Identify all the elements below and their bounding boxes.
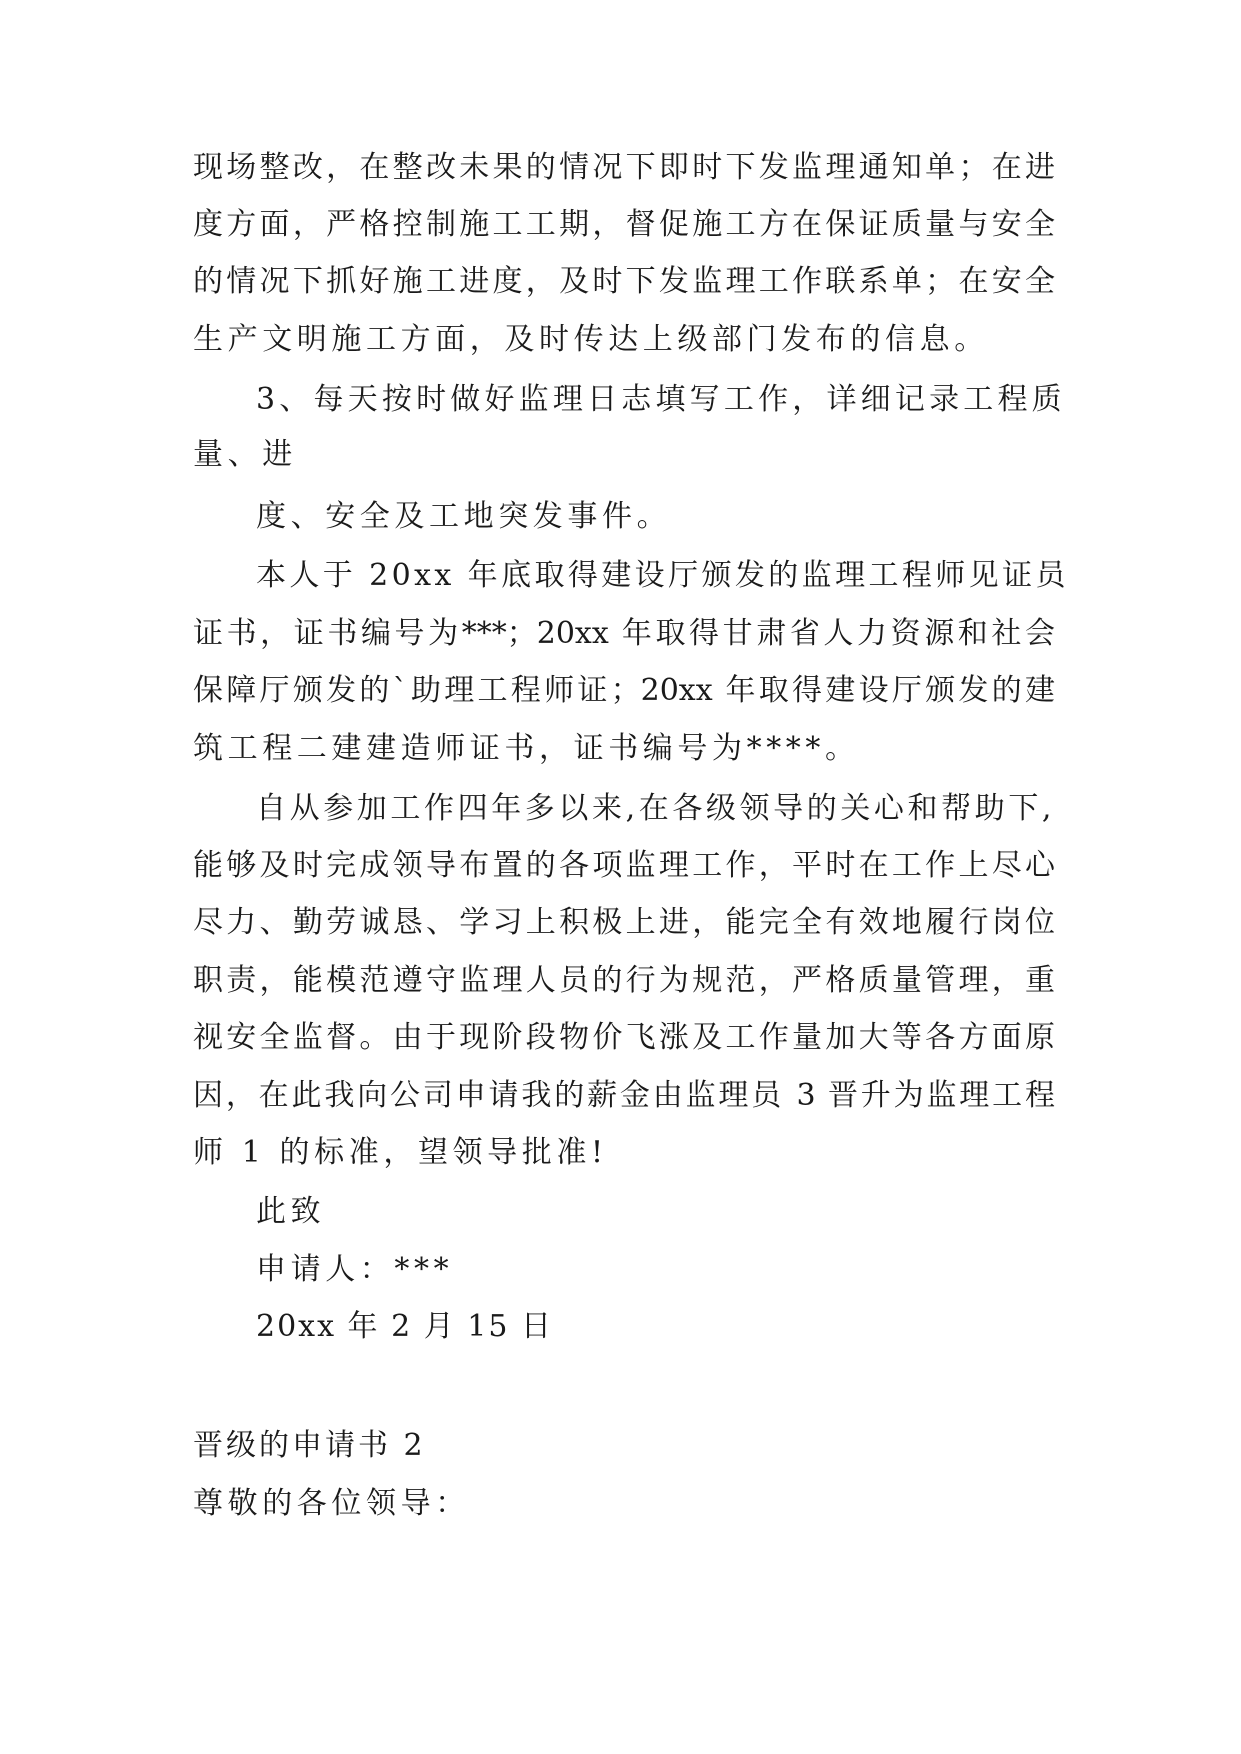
text-line: 量、进	[193, 437, 297, 472]
text-line: 证书，证书编号为***；20xx 年取得甘肃省人力资源和社会	[193, 616, 1055, 651]
text-line: 度方面，严格控制施工工期，督促施工方在保证质量与安全	[193, 207, 1055, 242]
text-line: 因，在此我向公司申请我的薪金由监理员 3 晋升为监理工程	[193, 1078, 1055, 1113]
salutation: 尊敬的各位领导：	[193, 1486, 470, 1521]
date-line: 20xx 年 2 月 15 日	[256, 1309, 553, 1344]
text-line: 度、安全及工地突发事件。	[256, 499, 672, 534]
text-line: 职责，能模范遵守监理人员的行为规范，严格质量管理，重	[193, 963, 1055, 998]
text-line: 本人于 20xx 年底取得建设厅颁发的监理工程师见证员	[256, 558, 1069, 593]
closing-text: 此致	[256, 1194, 326, 1229]
text-line: 师 1 的标准，望领导批准!	[193, 1135, 608, 1170]
text-line: 视安全监督。由于现阶段物价飞涨及工作量加大等各方面原	[193, 1020, 1055, 1055]
applicant-line: 申请人：***	[256, 1252, 454, 1287]
text-line: 筑工程二建建造师证书，证书编号为****。	[193, 731, 860, 766]
text-line: 的情况下抓好施工进度，及时下发监理工作联系单；在安全	[193, 264, 1055, 299]
text-line: 保障厅颁发的`助理工程师证；20xx 年取得建设厅颁发的建	[193, 673, 1055, 708]
text-line: 现场整改，在整改未果的情况下即时下发监理通知单；在进	[193, 150, 1055, 185]
text-line: 3、每天按时做好监理日志填写工作，详细记录工程质	[256, 382, 1066, 417]
text-line: 生产文明施工方面，及时传达上级部门发布的信息。	[193, 322, 989, 357]
text-line: 自从参加工作四年多以来,在各级领导的关心和帮助下,	[256, 791, 1056, 826]
text-line: 能够及时完成领导布置的各项监理工作，平时在工作上尽心	[193, 848, 1055, 883]
section-title: 晋级的申请书 2	[193, 1428, 426, 1463]
text-line: 尽力、勤劳诚恳、学习上积极上进，能完全有效地履行岗位	[193, 905, 1055, 940]
